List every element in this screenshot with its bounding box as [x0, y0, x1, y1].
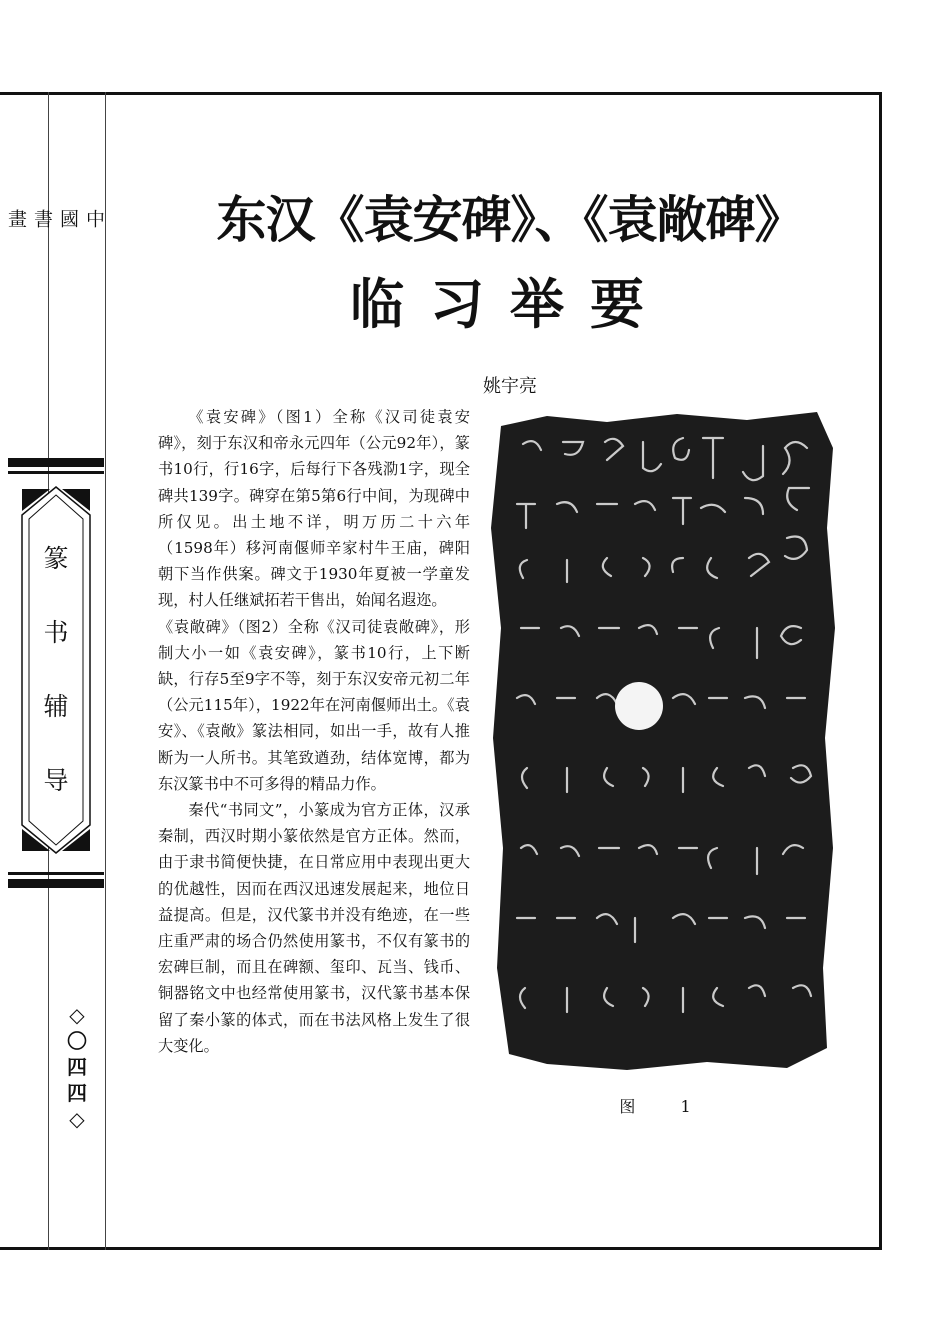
divider-bar [8, 471, 104, 474]
diamond-icon: ◇ [69, 1107, 85, 1131]
article-subtitle: 临习举要 [350, 273, 670, 336]
column-label-char: 书 [43, 618, 69, 647]
divider-bar [8, 872, 104, 875]
figure-caption: 图 1 [619, 1097, 711, 1116]
paragraph: 秦代“书同文”，小篆成为官方正体，汉承秦制，西汉时期小篆依然是官方正体。然而，由于隶书简便快捷，在日常应用中表现出更大的优越性，因而在西汉迅速发展起来，地位日益提高。但是，汉代篆书并没有绝迹，在一些庄重严肃的场合仍然使用篆书，不仅有篆书的宏碑巨制，而且在碑额、玺印、瓦当、钱币、铜器铭文中也经常使用篆书，汉代篆书基本保留了秦小篆的体式，而在书法风格上发生了很大变化。 [158, 801, 470, 1055]
article-title: 东汉《袁安碑》、《袁敞碑》 [216, 191, 804, 249]
diamond-icon: ◇ [69, 1003, 85, 1027]
page-number-char: 〇 [67, 1029, 87, 1053]
column-label-char: 导 [43, 766, 69, 795]
page-number-char: 四 [67, 1081, 87, 1105]
article-body [158, 404, 470, 1059]
page-number-char: 四 [67, 1055, 87, 1079]
column-label-char: 辅 [43, 692, 69, 721]
school-name: 中國書畫 [5, 209, 105, 230]
paragraph: 《袁敞碑》（图2）全称《汉司徒袁敞碑》，形制大小一如《袁安碑》，篆书10行，上下断缺，行存5至9字不等，刻于东汉安帝元初二年（公元115年），1922年在河南偃师出土。《袁安》、《袁敞》篆法相同，如出一手，故有人推断为一人所书。其笔致遒劲，结体宽博，都为东汉篆书中不可多得的精品力作。 [158, 617, 470, 793]
divider-bar [8, 879, 104, 888]
column-label-char: 篆 [43, 544, 69, 573]
page-number [54, 1002, 100, 1132]
stele-rubbing-image [487, 408, 839, 1075]
paragraph: 《袁安碑》（图1）全称《汉司徒袁安碑》，刻于东汉和帝永元四年（公元92年），篆书10行，行16字，后每行下各残泐1字，现全碑共139字。碑穿在第5第6行中间，为现碑中所仅见。出土地不详，明万历二十六年（1598年）移河南偃师辛家村牛王庙，碑阳朝下当作供案。碑文于1930年夏被一学童发现，村人任继斌拓若干售出，始闻名遐迩。 [158, 408, 470, 610]
column-cartouche [20, 485, 92, 855]
author-name: 姚宇亮 [483, 376, 537, 397]
divider-bar [8, 458, 104, 467]
column-label [20, 545, 92, 841]
